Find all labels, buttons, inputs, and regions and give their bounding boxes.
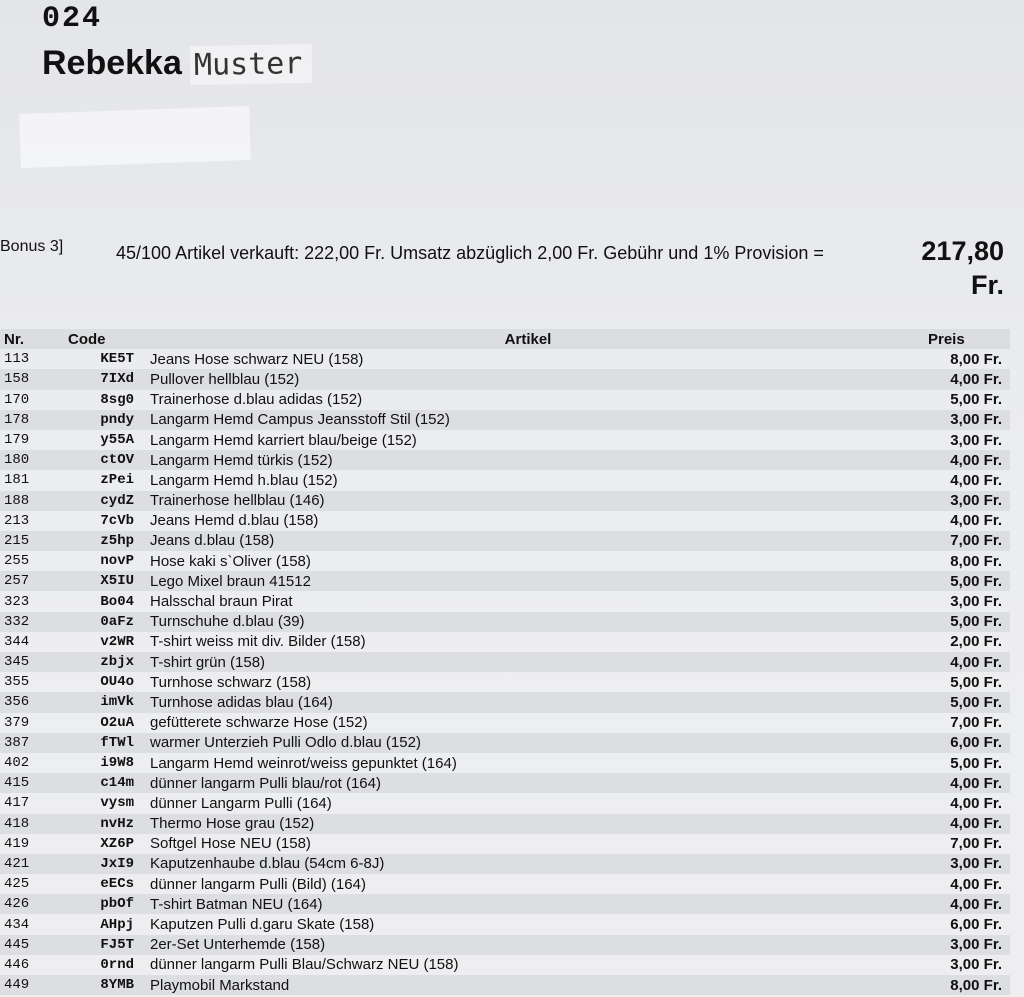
- table-row: [0, 591, 1010, 611]
- cell-nr: 180: [4, 452, 30, 469]
- tape-strip: [19, 106, 251, 168]
- table-row: [0, 773, 1010, 793]
- cell-artikel: Jeans Hemd d.blau (158): [150, 512, 319, 530]
- table-row: [0, 450, 1010, 470]
- cell-code: nvHz: [100, 815, 134, 832]
- cell-artikel: warmer Unterzieh Pulli Odlo d.blau (152): [150, 734, 421, 752]
- cell-preis: 4,00 Fr.: [950, 512, 1002, 530]
- cell-preis: 4,00 Fr.: [950, 875, 1002, 893]
- sales-summary: 45/100 Artikel verkauft: 222,00 Fr. Umsatz abzüglich 2,00 Fr. Gebühr und 1% Provision =: [116, 243, 824, 263]
- cell-artikel: Playmobil Markstand: [150, 976, 290, 994]
- cell-code: JxI9: [100, 855, 134, 872]
- cell-code: OU4o: [100, 674, 134, 691]
- cell-preis: 4,00 Fr.: [950, 370, 1002, 388]
- cell-artikel: T-shirt weiss mit div. Bilder (158): [150, 633, 366, 651]
- cell-nr: 345: [4, 654, 30, 671]
- table-row: [0, 733, 1010, 753]
- table-row: [0, 430, 1010, 450]
- cell-nr: 344: [4, 633, 30, 650]
- table-row: [0, 814, 1010, 834]
- cell-artikel: Trainerhose d.blau adidas (152): [150, 391, 363, 409]
- cell-preis: 4,00 Fr.: [950, 471, 1002, 489]
- table-body: [0, 349, 1010, 995]
- cell-code: 7IXd: [100, 371, 134, 388]
- table-row: [0, 491, 1010, 511]
- cell-code: XZ6P: [100, 835, 134, 852]
- cell-nr: 356: [4, 694, 30, 711]
- seller-number: 024: [42, 2, 103, 36]
- cell-code: ctOV: [100, 452, 134, 469]
- seller-name: [42, 44, 312, 84]
- cell-code: 8YMB: [100, 977, 134, 994]
- table-row: [0, 713, 1010, 733]
- cell-code: 0rnd: [100, 956, 134, 973]
- cell-code: v2WR: [100, 633, 134, 650]
- cell-code: AHpj: [100, 916, 134, 933]
- cell-code: eECs: [100, 876, 134, 893]
- cell-artikel: dünner langarm Pulli Blau/Schwarz NEU (158): [150, 956, 459, 974]
- cell-preis: 5,00 Fr.: [950, 754, 1002, 772]
- cell-artikel: Trainerhose hellblau (146): [150, 492, 325, 510]
- cell-artikel: Hose kaki s`Oliver (158): [150, 552, 311, 570]
- table-row: [0, 874, 1010, 894]
- cell-preis: 4,00 Fr.: [950, 794, 1002, 812]
- seller-last-name-handwritten: Muster: [190, 44, 313, 85]
- table-row: [0, 390, 1010, 410]
- cell-nr: 446: [4, 956, 30, 973]
- cell-nr: 323: [4, 593, 30, 610]
- cell-preis: 5,00 Fr.: [950, 391, 1002, 409]
- cell-nr: 417: [4, 795, 30, 812]
- cell-code: zbjx: [100, 654, 134, 671]
- cell-preis: 8,00 Fr.: [950, 552, 1002, 570]
- cell-artikel: Turnhose schwarz (158): [150, 673, 312, 691]
- cell-preis: 3,00 Fr.: [950, 411, 1002, 429]
- cell-nr: 332: [4, 613, 30, 630]
- table-row: [0, 369, 1010, 389]
- total-payout: 217,80 Fr.: [921, 236, 1004, 300]
- table-row: [0, 652, 1010, 672]
- cell-code: cydZ: [100, 492, 134, 509]
- cell-code: FJ5T: [100, 936, 134, 953]
- header-artikel: Artikel: [504, 330, 552, 348]
- cell-nr: 434: [4, 916, 30, 933]
- cell-preis: 2,00 Fr.: [950, 633, 1002, 651]
- cell-code: Bo04: [100, 593, 134, 610]
- cell-code: novP: [100, 553, 134, 570]
- cell-preis: 4,00 Fr.: [950, 815, 1002, 833]
- cell-artikel: Kaputzen Pulli d.garu Skate (158): [150, 916, 375, 934]
- cell-code: 7cVb: [100, 512, 134, 529]
- table-row: [0, 511, 1010, 531]
- cell-nr: 257: [4, 573, 30, 590]
- cell-artikel: Turnschuhe d.blau (39): [150, 613, 305, 631]
- cell-artikel: Langarm Hemd weinrot/weiss gepunktet (164): [150, 754, 457, 772]
- table-row: [0, 935, 1010, 955]
- cell-code: 0aFz: [100, 613, 134, 630]
- cell-artikel: Langarm Hemd h.blau (152): [150, 471, 338, 489]
- table-row: [0, 531, 1010, 551]
- cell-preis: 7,00 Fr.: [950, 714, 1002, 732]
- cell-preis: 7,00 Fr.: [950, 835, 1002, 853]
- cell-preis: 4,00 Fr.: [950, 451, 1002, 469]
- table-row: [0, 914, 1010, 934]
- cell-artikel: dünner Langarm Pulli (164): [150, 794, 332, 812]
- cell-nr: 178: [4, 411, 30, 428]
- table-row: [0, 410, 1010, 430]
- cell-preis: 5,00 Fr.: [950, 693, 1002, 711]
- cell-nr: 113: [4, 351, 30, 368]
- cell-preis: 3,00 Fr.: [950, 593, 1002, 611]
- cell-preis: 3,00 Fr.: [950, 936, 1002, 954]
- cell-preis: 3,00 Fr.: [950, 492, 1002, 510]
- cell-nr: 188: [4, 492, 30, 509]
- cell-preis: 3,00 Fr.: [950, 431, 1002, 449]
- cell-artikel: T-shirt grün (158): [150, 653, 266, 671]
- cell-code: O2uA: [100, 714, 134, 731]
- table-row: [0, 692, 1010, 712]
- cell-artikel: Halsschal braun Pirat: [150, 593, 293, 611]
- cell-preis: 8,00 Fr.: [950, 976, 1002, 994]
- cell-preis: 4,00 Fr.: [950, 895, 1002, 913]
- table-row: [0, 854, 1010, 874]
- cell-preis: 6,00 Fr.: [950, 916, 1002, 934]
- cell-preis: 4,00 Fr.: [950, 774, 1002, 792]
- cell-nr: 426: [4, 896, 30, 913]
- cell-nr: 421: [4, 855, 30, 872]
- cell-code: zPei: [100, 472, 134, 489]
- cell-nr: 255: [4, 553, 30, 570]
- table-row: [0, 470, 1010, 490]
- bonus-label: Bonus 3]: [0, 238, 64, 255]
- header-preis: Preis: [928, 330, 965, 348]
- cell-nr: 181: [4, 472, 30, 489]
- table-header: [0, 329, 1010, 349]
- cell-preis: 5,00 Fr.: [950, 673, 1002, 691]
- cell-code: z5hp: [100, 532, 134, 549]
- cell-artikel: Kaputzenhaube d.blau (54cm 6-8J): [150, 855, 385, 873]
- cell-nr: 355: [4, 674, 30, 691]
- cell-preis: 4,00 Fr.: [950, 653, 1002, 671]
- cell-nr: 445: [4, 936, 30, 953]
- table-row: [0, 955, 1010, 975]
- cell-preis: 8,00 Fr.: [950, 350, 1002, 368]
- cell-artikel: T-shirt Batman NEU (164): [150, 895, 323, 913]
- table-row: [0, 894, 1010, 914]
- cell-code: pndy: [100, 411, 134, 428]
- table-row: [0, 612, 1010, 632]
- cell-nr: 158: [4, 371, 30, 388]
- cell-artikel: 2er-Set Unterhemde (158): [150, 936, 326, 954]
- cell-nr: 179: [4, 432, 30, 449]
- cell-code: c14m: [100, 775, 134, 792]
- cell-nr: 419: [4, 835, 30, 852]
- cell-artikel: dünner langarm Pulli (Bild) (164): [150, 875, 366, 893]
- cell-artikel: gefütterete schwarze Hose (152): [150, 714, 368, 732]
- table-row: [0, 551, 1010, 571]
- items-table: [0, 329, 1010, 995]
- cell-nr: 402: [4, 755, 30, 772]
- cell-code: imVk: [100, 694, 134, 711]
- cell-code: 8sg0: [100, 391, 134, 408]
- cell-artikel: Jeans d.blau (158): [150, 532, 275, 550]
- table-row: [0, 632, 1010, 652]
- cell-artikel: Lego Mixel braun 41512: [150, 572, 311, 590]
- cell-artikel: dünner langarm Pulli blau/rot (164): [150, 774, 381, 792]
- cell-artikel: Softgel Hose NEU (158): [150, 835, 311, 853]
- cell-nr: 425: [4, 876, 30, 893]
- cell-artikel: Turnhose adidas blau (164): [150, 693, 333, 711]
- cell-code: pbOf: [100, 896, 134, 913]
- cell-code: fTWl: [100, 734, 134, 751]
- table-row: [0, 975, 1010, 995]
- cell-code: y55A: [100, 432, 134, 449]
- seller-first-name: Rebekka: [42, 44, 182, 82]
- cell-preis: 6,00 Fr.: [950, 734, 1002, 752]
- cell-artikel: Langarm Hemd karriert blau/beige (152): [150, 431, 417, 449]
- cell-artikel: Thermo Hose grau (152): [150, 815, 315, 833]
- cell-nr: 387: [4, 734, 30, 751]
- cell-code: i9W8: [100, 755, 134, 772]
- cell-artikel: Pullover hellblau (152): [150, 370, 300, 388]
- cell-code: vysm: [100, 795, 134, 812]
- cell-preis: 5,00 Fr.: [950, 613, 1002, 631]
- cell-nr: 449: [4, 977, 30, 994]
- header-code: Code: [68, 330, 106, 348]
- cell-nr: 415: [4, 775, 30, 792]
- cell-artikel: Langarm Hemd Campus Jeansstoff Stil (152): [150, 411, 450, 429]
- table-row: [0, 571, 1010, 591]
- cell-preis: 3,00 Fr.: [950, 855, 1002, 873]
- cell-nr: 213: [4, 512, 30, 529]
- table-row: [0, 753, 1010, 773]
- cell-code: X5IU: [100, 573, 134, 590]
- table-row: [0, 834, 1010, 854]
- cell-code: KE5T: [100, 351, 134, 368]
- cell-preis: 7,00 Fr.: [950, 532, 1002, 550]
- cell-nr: 215: [4, 532, 30, 549]
- table-row: [0, 349, 1010, 369]
- cell-nr: 170: [4, 391, 30, 408]
- cell-artikel: Langarm Hemd türkis (152): [150, 451, 333, 469]
- header-nr: Nr.: [4, 330, 25, 348]
- cell-artikel: Jeans Hose schwarz NEU (158): [150, 350, 364, 368]
- table-row: [0, 672, 1010, 692]
- cell-nr: 418: [4, 815, 30, 832]
- cell-preis: 5,00 Fr.: [950, 572, 1002, 590]
- cell-preis: 3,00 Fr.: [950, 956, 1002, 974]
- table-row: [0, 793, 1010, 813]
- cell-nr: 379: [4, 714, 30, 731]
